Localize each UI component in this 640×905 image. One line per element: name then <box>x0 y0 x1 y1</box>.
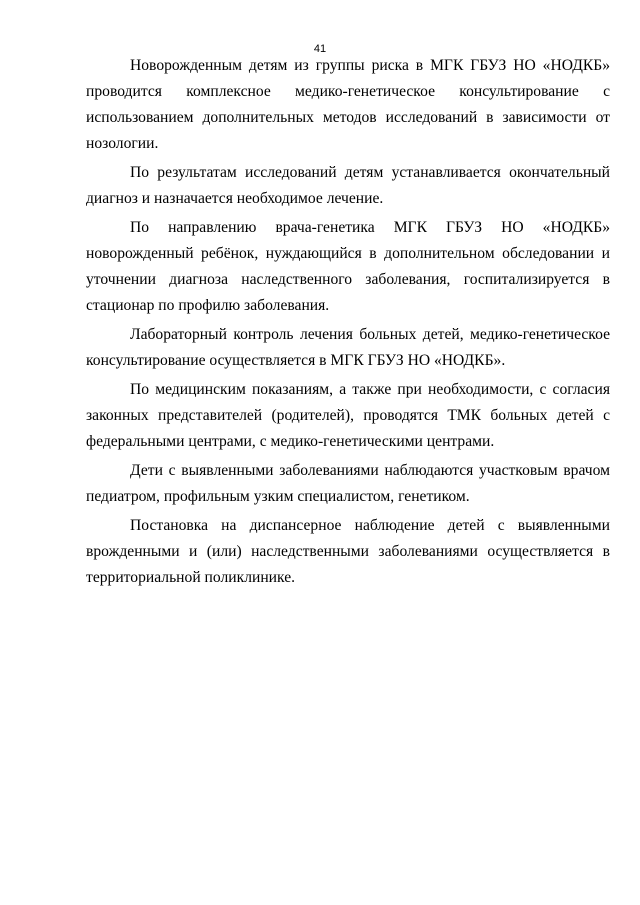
paragraph-observation: Дети с выявленными заболеваниями наблюдаются участковым врачом педиатром, профильным узким специалистом, генетиком. <box>86 462 610 505</box>
page-number: 41 <box>313 43 327 55</box>
paragraph-lab-control: Лабораторный контроль лечения больных детей, медико-генетическое консультирование осуществляется в МГК ГБУЗ НО «НОДКБ». <box>86 326 610 369</box>
document-body <box>86 53 610 594</box>
paragraph-dispensary-registration: Постановка на диспансерное наблюдение детей с выявленными врожденными и (или) наследственными заболеваниями осуществляется в территориальной поликлинике. <box>86 517 610 586</box>
paragraph-telemedicine: По медицинским показаниям, а также при необходимости, с согласия законных представителей (родителей), проводятся ТМК больных детей с федеральными центрами, с медико-генетическими центрами. <box>86 381 610 450</box>
paragraph-final-diagnosis: По результатам исследований детям устанавливается окончательный диагноз и назначается необходимое лечение. <box>86 164 610 207</box>
paragraph-newborn-risk-group: Новорожденным детям из группы риска в МГК ГБУЗ НО «НОДКБ» проводится комплексное медико-генетическое консультирование с использованием дополнительных методов исследований в зависимости от нозологии. <box>86 57 610 152</box>
paragraph-hospitalization: По направлению врача-генетика МГК ГБУЗ НО «НОДКБ» новорожденный ребёнок, нуждающийся в дополнительном обследовании и уточнении диагноза наследственного заболевания, госпитализируется в стационар по профилю заболевания. <box>86 219 610 314</box>
